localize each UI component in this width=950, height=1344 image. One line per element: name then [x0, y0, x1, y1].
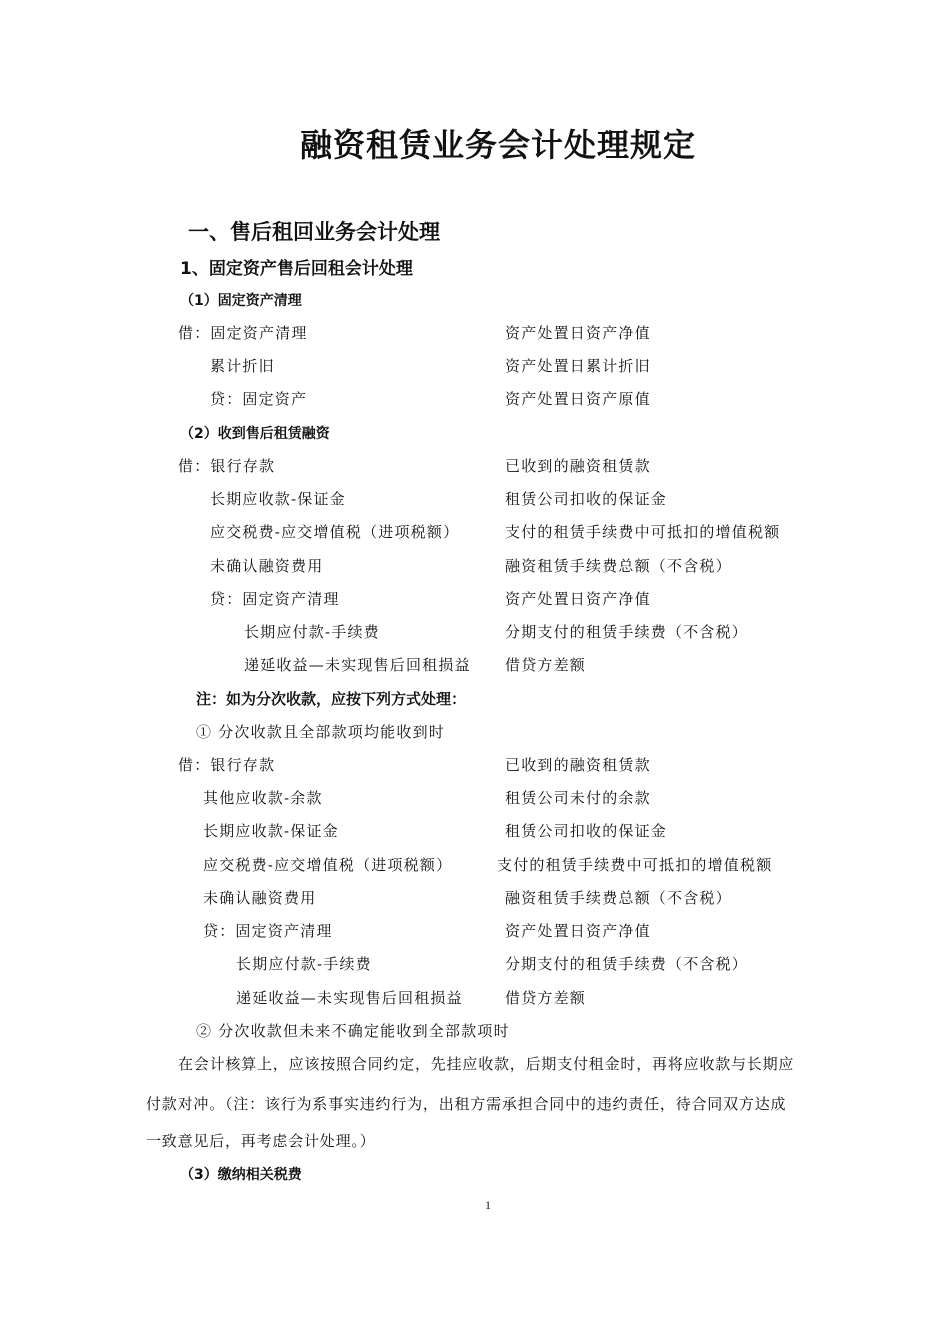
entry-left: 借：固定资产清理	[178, 324, 308, 342]
subsection-heading: 1、固定资产售后回租会计处理	[180, 259, 413, 279]
case-heading-2: ② 分次收款但未来不确定能收到全部款项时	[196, 1022, 510, 1040]
entry-left: 累计折旧	[210, 357, 275, 375]
entry-left: 借：银行存款	[178, 457, 276, 475]
entry-left: 贷：固定资产清理	[203, 922, 333, 940]
entry-right: 融资租赁手续费总额（不含税）	[505, 889, 732, 907]
step-heading-2: （2）收到售后租赁融资	[180, 426, 330, 442]
entry-right: 已收到的融资租赁款	[505, 756, 651, 774]
entry-right: 资产处置日资产原值	[505, 390, 651, 408]
entry-left: 长期应收款-保证金	[210, 490, 346, 508]
page-number: 1	[485, 1198, 491, 1212]
entry-left: 应交税费-应交增值税（进项税额）	[203, 856, 453, 874]
entry-right: 分期支付的租赁手续费（不含税）	[505, 623, 749, 641]
entry-right: 租赁公司扣收的保证金	[505, 822, 668, 840]
entry-right: 融资租赁手续费总额（不含税）	[505, 557, 732, 575]
case-heading-1: ① 分次收款且全部款项均能收到时	[196, 723, 445, 741]
page-title: 融资租赁业务会计处理规定	[300, 126, 697, 164]
entry-left: 递延收益—未实现售后回租损益	[236, 989, 463, 1007]
entry-right: 支付的租赁手续费中可抵扣的增值税额	[505, 523, 781, 541]
entry-left: 长期应付款-手续费	[236, 955, 372, 973]
entry-right: 资产处置日资产净值	[505, 324, 651, 342]
entry-left: 长期应收款-保证金	[203, 822, 339, 840]
entry-right: 资产处置日累计折旧	[505, 357, 651, 375]
entry-left: 贷：固定资产	[210, 390, 308, 408]
entry-right: 支付的租赁手续费中可抵扣的增值税额	[497, 856, 773, 874]
entry-right: 借贷方差额	[505, 656, 587, 674]
entry-right: 资产处置日资产净值	[505, 922, 651, 940]
step-heading-3: （3）缴纳相关税费	[180, 1167, 302, 1183]
section-heading: 一、售后租回业务会计处理	[188, 220, 440, 244]
paragraph-line: 付款对冲。（注：该行为系事实违约行为，出租方需承担合同中的违约责任，待合同双方达成	[146, 1095, 787, 1113]
entry-left: 应交税费-应交增值税（进项税额）	[210, 523, 460, 541]
entry-right: 资产处置日资产净值	[505, 590, 651, 608]
entry-right: 借贷方差额	[505, 989, 587, 1007]
entry-left: 借：银行存款	[178, 756, 276, 774]
entry-left: 长期应付款-手续费	[244, 623, 380, 641]
entry-left: 贷：固定资产清理	[210, 590, 340, 608]
entry-left: 未确认融资费用	[210, 557, 324, 575]
entry-right: 租赁公司未付的余款	[505, 789, 651, 807]
note-text: 注：如为分次收款，应按下列方式处理：	[196, 690, 467, 708]
step-heading-1: （1）固定资产清理	[180, 293, 302, 309]
entry-right: 租赁公司扣收的保证金	[505, 490, 668, 508]
entry-right: 分期支付的租赁手续费（不含税）	[505, 955, 749, 973]
entry-right: 已收到的融资租赁款	[505, 457, 651, 475]
entry-left: 递延收益—未实现售后回租损益	[244, 656, 471, 674]
paragraph-line: 在会计核算上，应该按照合同约定，先挂应收款，后期支付租金时，再将应收款与长期应	[178, 1055, 795, 1073]
entry-left: 未确认融资费用	[203, 889, 317, 907]
entry-left: 其他应收款-余款	[203, 789, 323, 807]
paragraph-line: 一致意见后，再考虑会计处理。）	[146, 1132, 376, 1150]
